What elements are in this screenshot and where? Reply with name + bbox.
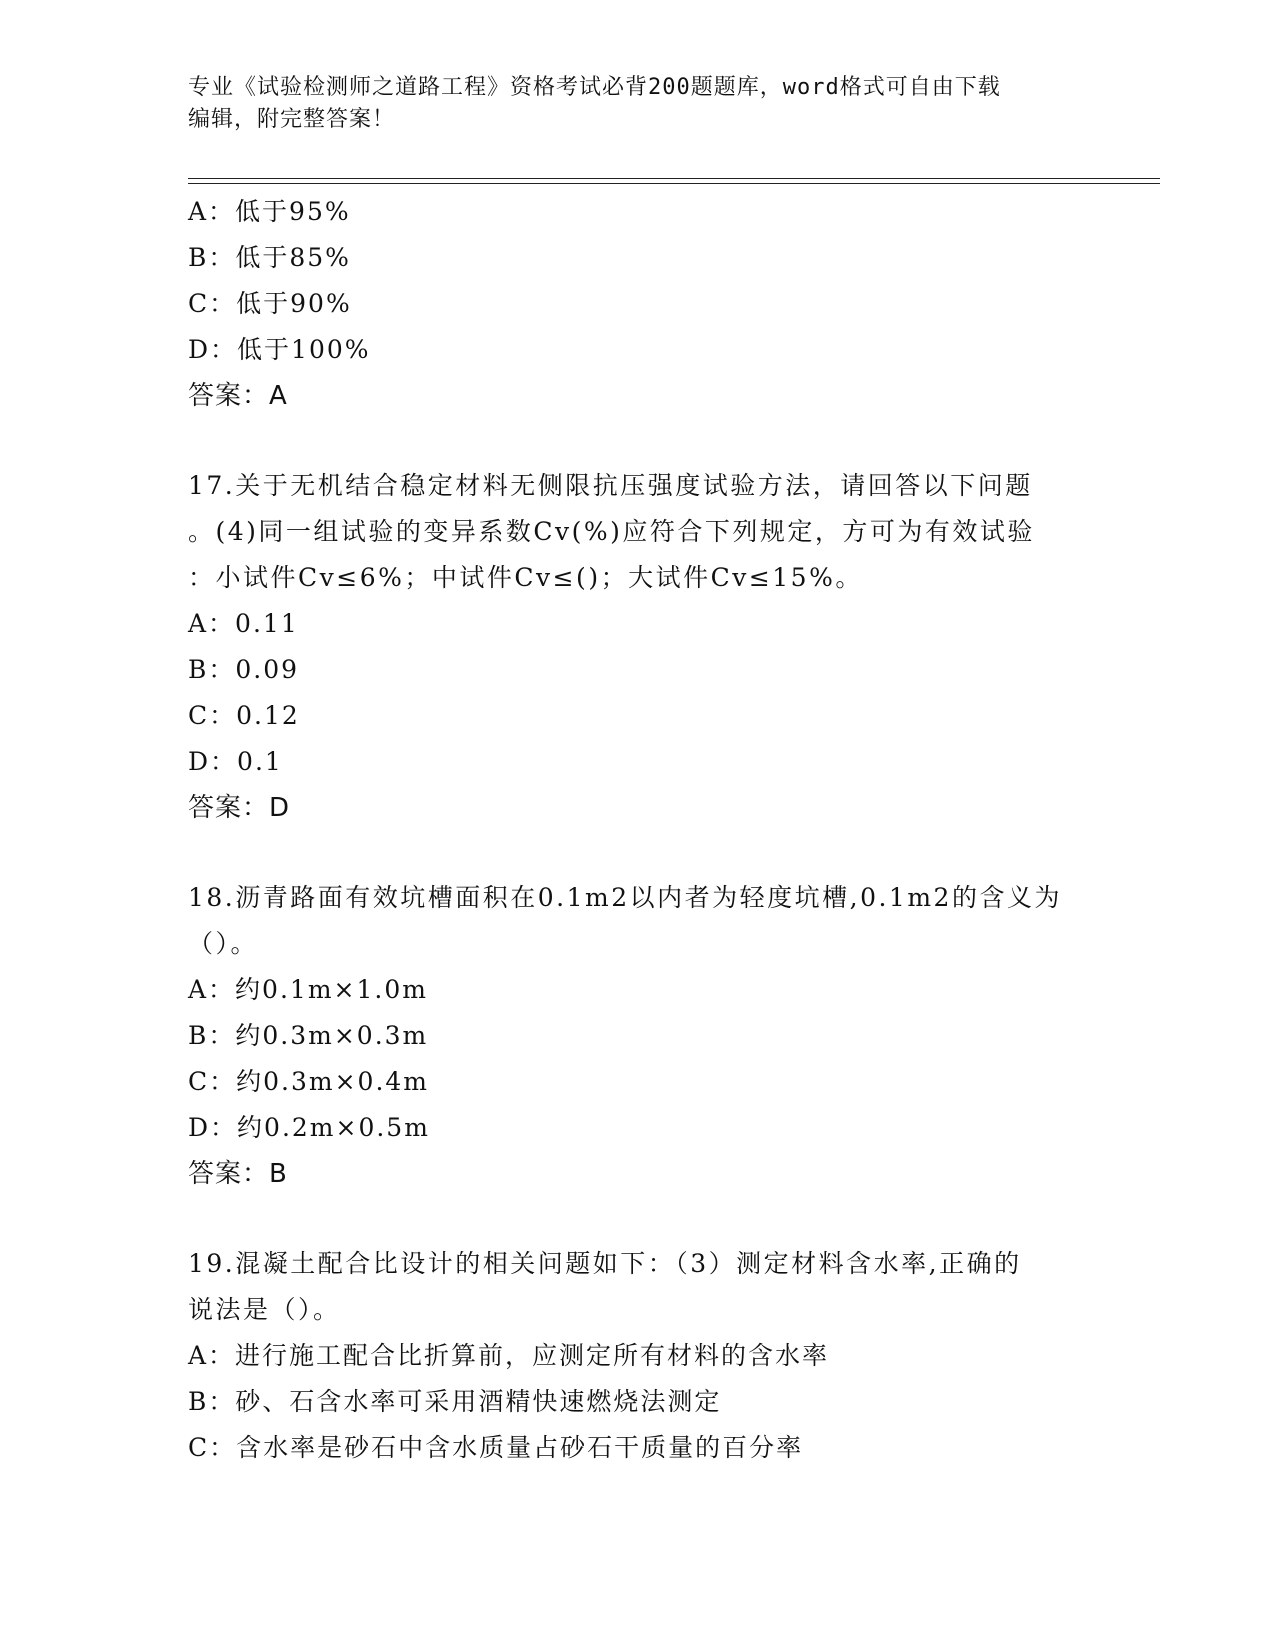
option-a: A：进行施工配合比折算前，应测定所有材料的含水率 [188, 1341, 830, 1370]
option-c: C：低于90% [188, 289, 352, 318]
question-text-line: ：小试件Cv≤6%；中试件Cv≤()；大试件Cv≤15%。 [188, 563, 863, 592]
answer-line: 答案：A [188, 381, 288, 411]
option-c: C：约0.3m×0.4m [188, 1067, 430, 1096]
option-a: A：0.11 [188, 609, 299, 638]
spacer [188, 419, 1088, 463]
spacer [188, 831, 1088, 875]
header-divider-top [188, 178, 1160, 179]
question-text-line: 说法是（）。 [188, 1295, 341, 1324]
header-line-2: 编辑，附完整答案！ [188, 107, 396, 132]
question-text-line: 18.沥青路面有效坑槽面积在0.1m2以内者为轻度坑槽,0.1m2的含义为 [188, 883, 1062, 912]
prev-question-block [188, 189, 1088, 419]
option-d: D：低于100% [188, 335, 371, 364]
option-b: B：0.09 [188, 655, 300, 684]
option-b: B：砂、石含水率可采用酒精快速燃烧法测定 [188, 1387, 722, 1416]
question-text-line: 。(4)同一组试验的变异系数Cv(%)应符合下列规定，方可为有效试验 [188, 517, 1035, 546]
question-17-block [188, 463, 1088, 831]
option-d: D：约0.2m×0.5m [188, 1113, 430, 1142]
question-content [188, 189, 1088, 1471]
question-text-line: 17.关于无机结合稳定材料无侧限抗压强度试验方法，请回答以下问题 [188, 471, 1033, 500]
question-18-block [188, 875, 1088, 1197]
spacer [188, 1197, 1088, 1241]
option-b: B：约0.3m×0.3m [188, 1021, 429, 1050]
question-text-line: （）。 [188, 929, 259, 958]
question-text-line: 19.混凝土配合比设计的相关问题如下：（3）测定材料含水率,正确的 [188, 1249, 1022, 1278]
option-a: A：低于95% [188, 197, 351, 226]
option-c: C：含水率是砂石中含水质量占砂石干质量的百分率 [188, 1433, 804, 1462]
option-a: A：约0.1m×1.0m [188, 975, 428, 1004]
option-c: C：0.12 [188, 701, 300, 730]
header-line-1: 专业《试验检测师之道路工程》资格考试必背200题题库，word格式可自由下载 [188, 75, 1001, 100]
question-19-block [188, 1241, 1088, 1471]
document-header [188, 72, 1088, 136]
answer-line: 答案：D [188, 793, 291, 823]
option-d: D：0.1 [188, 747, 283, 776]
header-divider-bottom [188, 183, 1160, 184]
answer-line: 答案：B [188, 1159, 288, 1189]
option-b: B：低于85% [188, 243, 351, 272]
